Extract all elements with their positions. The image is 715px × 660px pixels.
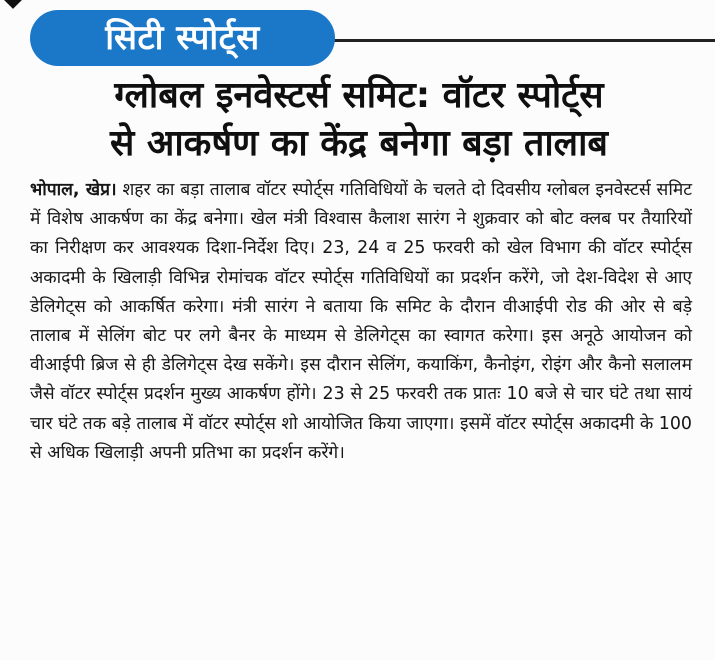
headline-line-2: से आकर्षण का केंद्र बनेगा बड़ा तालाब — [110, 123, 608, 164]
headline — [14, 72, 704, 168]
corner-marker-icon — [3, 0, 23, 9]
section-label: सिटी स्पोर्ट्स — [30, 10, 335, 66]
article-text: शहर का बड़ा तालाब वॉटर स्पोर्ट्स गतिविधियों के चलते दो दिवसीय ग्लोबल इनवेस्टर्स समिट में विशेष आकर्षण का केंद्र बनेगा। खेल मंत्री विश्वास कैलाश सारंग ने शुक्रवार को बोट क्लब पर तैयारियों का निरीक्षण कर आवश्यक दिशा-निर्देश दिए। 23, 24 व 25 फरवरी को खेल विभाग की वॉटर स्पोर्ट्स अकादमी के खिलाड़ी विभिन्न रोमांचक वॉटर स्पोर्ट्स गतिविधियों का प्रदर्शन करेंगे, जो देश-विदेश से आए डेलिगेट्स को आकर्षित करेगा। मंत्री सारंग ने बताया कि समिट के दौरान वीआईपी रोड की ओर से बड़े तालाब में सेलिंग बोट पर लगे बैनर के माध्यम से डेलिगेट्स का स्वागत करेगा। इस अनूठे आयोजन को वीआईपी ब्रिज से ही डेलिगेट्स देख सकेंगे। इस दौरान सेलिंग, कयाकिंग, कैनोइंग, रोइंग और कैनो सलालम जैसे वॉटर स्पोर्ट्स प्रदर्शन मुख्य आकर्षण होंगे। 23 से 25 फरवरी तक प्रातः 10 बजे से चार घंटे तथा सायं चार घंटे तक बड़े तालाब में वॉटर स्पोर्ट्स शो आयोजित किया जाएगा। इसमें वॉटर स्पोर्ट्स अकादमी के 100 से अधिक खिलाड़ी अपनी प्रतिभा का प्रदर्शन करेंगे। — [30, 180, 692, 463]
section-header — [30, 10, 715, 66]
article-body — [30, 176, 692, 468]
section-divider-rule — [330, 39, 715, 42]
headline-line-1: ग्लोबल इनवेस्टर्स समिट: वॉटर स्पोर्ट्स — [114, 75, 604, 116]
article-dateline: भोपाल, खेप्र। — [30, 180, 117, 200]
